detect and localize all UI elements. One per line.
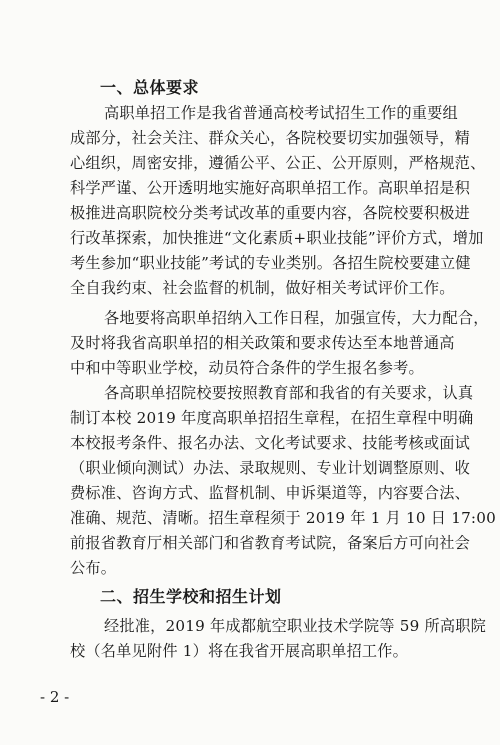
paragraph-line: 准确、规范、清晰。招生章程须于 2019 年 1 月 10 日 17:00 [70,509,496,527]
paragraph-line: 中和中等职业学校，动员符合条件的学生报名参考。 [70,359,424,377]
paragraph-line: 高职单招工作是我省普通高校考试招生工作的重要组 [104,104,458,122]
paragraph-line: 心组织，周密安排，遵循公平、公正、公开原则，严格规范、 [70,154,486,172]
paragraph-line: 经批准，2019 年成都航空职业技术学院等 59 所高职院 [104,617,487,635]
paragraph-line: 本校报考条件、报名办法、文化考试要求、技能考核或面试 [70,434,471,452]
paragraph-line: （职业倾向测试）办法、录取规则、专业计划调整原则、收 [70,459,471,477]
paragraph-line: 全自我约束、社会监督的机制，做好相关考试评价工作。 [70,279,455,297]
paragraph-line: 前报省教育厅相关部门和省教育考试院，备案后方可向社会 [70,534,471,552]
paragraph-line: 费标准、咨询方式、监督机制、申诉渠道等，内容要合法、 [70,484,471,502]
section-heading-general-requirements: 一、总体要求 [100,78,200,97]
paragraph-line: 行改革探索，加快推进“文化素质+职业技能”评价方式，增加 [70,229,484,247]
paragraph-line: 极推进高职院校分类考试改革的重要内容，各院校要积极进 [70,204,471,222]
paragraph-line: 及时将我省高职单招的相关政策和要求传达至本地普通高 [70,334,455,352]
section-heading-schools-and-plans: 二、招生学校和招生计划 [100,587,282,606]
paragraph-line: 各高职单招院校要按照教育部和我省的有关要求，认真 [104,384,474,402]
paragraph-line: 考生参加“职业技能”考试的专业类别。各招生院校要建立健 [70,254,471,272]
paragraph-line: 制订本校 2019 年度高职单招招生章程，在招生章程中明确 [70,409,474,427]
paragraph-line: 公布。 [70,559,117,577]
paragraph-line: 科学严谨、公开透明地实施好高职单招工作。高职单招是积 [70,179,471,197]
paragraph-line: 成部分，社会关注、群众关心，各院校要切实加强领导，精 [70,129,471,147]
paragraph-line: 各地要将高职单招纳入工作日程，加强宣传，大力配合， [104,309,489,327]
page-number: - 2 - [40,688,70,706]
paragraph-line: 校（名单见附件 1）将在我省开展高职单招工作。 [70,642,409,660]
